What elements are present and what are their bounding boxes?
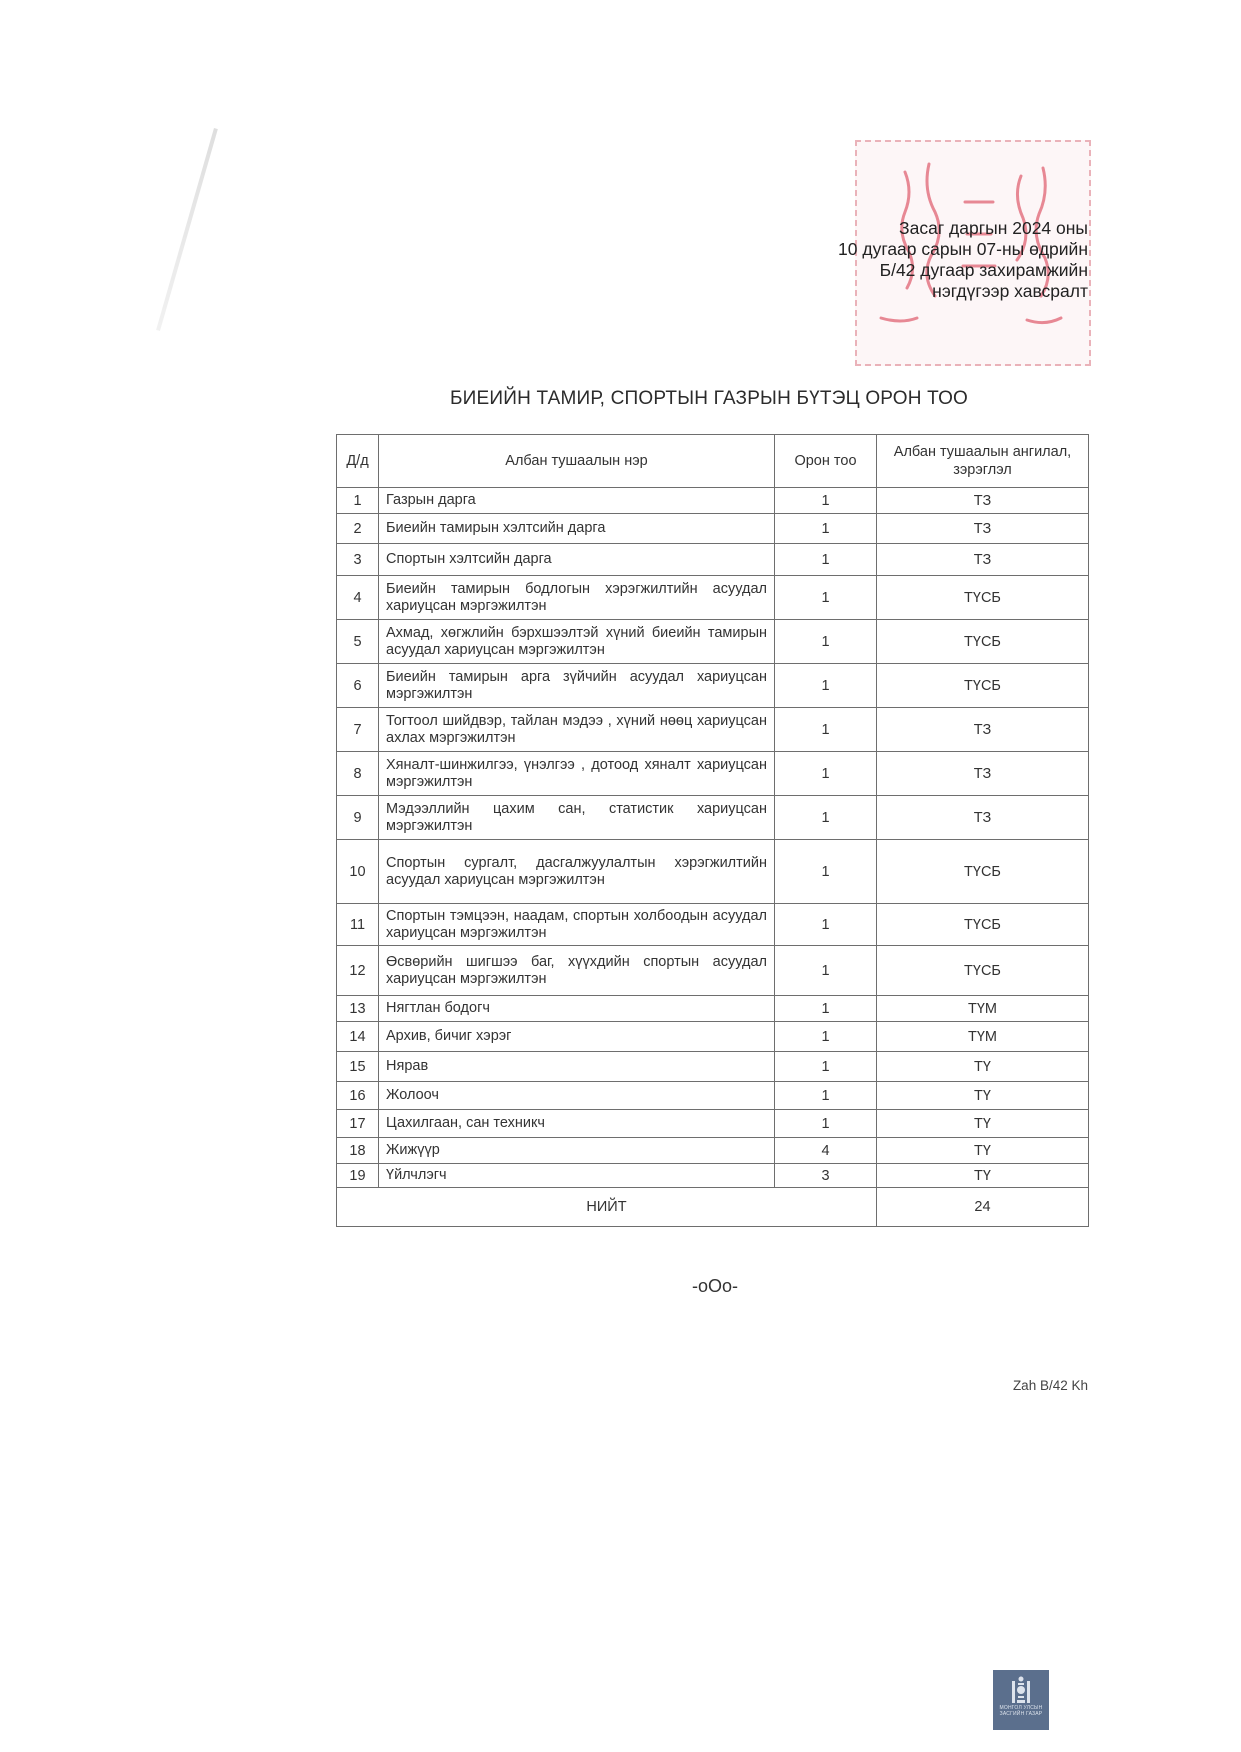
- header-note-line2: 10 дугаар сарын 07-ны өдрийн: [838, 239, 1088, 259]
- row-position: Үйлчлэгч: [379, 1164, 775, 1188]
- table-row: [337, 514, 1089, 544]
- row-num: 19: [337, 1164, 379, 1188]
- header-note-line1: Засаг даргын 2024 оны: [899, 218, 1088, 238]
- row-count: 1: [775, 796, 877, 840]
- row-num: 2: [337, 514, 379, 544]
- reference-code: Zah B/42 Kh: [1012, 1378, 1088, 1393]
- row-num: 8: [337, 752, 379, 796]
- row-count: 1: [775, 904, 877, 946]
- row-grade: ТҮСБ: [877, 664, 1089, 708]
- table-row: [337, 488, 1089, 514]
- row-position: Газрын дарга: [379, 488, 775, 514]
- staff-structure-table: [336, 434, 1089, 1227]
- table-row: [337, 796, 1089, 840]
- row-num: 15: [337, 1052, 379, 1082]
- table-row: [337, 946, 1089, 996]
- table-row: [337, 620, 1089, 664]
- row-position: Тогтоол шийдвэр, тайлан мэдээ , хүний нөөц хариуцсан ахлах мэргэжилтэн: [379, 708, 775, 752]
- row-count: 1: [775, 996, 877, 1022]
- row-grade: ТЗ: [877, 708, 1089, 752]
- row-position: Ахмад, хөгжлийн бэрхшээлтэй хүний биеийн тамирын асуудал хариуцсан мэргэжилтэн: [379, 620, 775, 664]
- row-count: 3: [775, 1164, 877, 1188]
- document-title: БИЕИЙН ТАМИР, СПОРТЫН ГАЗРЫН БҮТЭЦ ОРОН ТОО: [449, 388, 969, 409]
- table-row: [337, 996, 1089, 1022]
- row-position: Жолооч: [379, 1082, 775, 1110]
- row-grade: ТҮСБ: [877, 620, 1089, 664]
- row-position: Мэдээллийн цахим сан, статистик хариуцсан мэргэжилтэн: [379, 796, 775, 840]
- row-count: 1: [775, 620, 877, 664]
- row-grade: ТҮСБ: [877, 576, 1089, 620]
- table-total-row: [337, 1188, 1089, 1227]
- closing-mark: -oOo-: [691, 1276, 738, 1296]
- row-grade: ТҮ: [877, 1138, 1089, 1164]
- row-grade: ТҮМ: [877, 1022, 1089, 1052]
- row-num: 3: [337, 544, 379, 576]
- table-row: [337, 1138, 1089, 1164]
- row-position: Архив, бичиг хэрэг: [379, 1022, 775, 1052]
- row-num: 16: [337, 1082, 379, 1110]
- total-label: НИЙТ: [337, 1188, 877, 1227]
- row-grade: ТҮ: [877, 1164, 1089, 1188]
- row-grade: ТҮМ: [877, 996, 1089, 1022]
- government-logo: [993, 1670, 1049, 1730]
- row-count: 1: [775, 1082, 877, 1110]
- row-grade: ТЗ: [877, 796, 1089, 840]
- row-position: Хяналт-шинжилгээ, үнэлгээ , дотоод хяналт хариуцсан мэргэжилтэн: [379, 752, 775, 796]
- logo-text: МОНГОЛ УЛСЫН ЗАСГИЙН ГАЗАР: [999, 1705, 1043, 1717]
- row-grade: ТҮ: [877, 1082, 1089, 1110]
- row-count: 1: [775, 514, 877, 544]
- row-grade: ТЗ: [877, 514, 1089, 544]
- row-position: Жижүүр: [379, 1138, 775, 1164]
- row-grade: ТЗ: [877, 752, 1089, 796]
- row-num: 5: [337, 620, 379, 664]
- row-num: 12: [337, 946, 379, 996]
- row-position: Биеийн тамирын хэлтсийн дарга: [379, 514, 775, 544]
- row-num: 9: [337, 796, 379, 840]
- soyombo-emblem-icon: [1010, 1675, 1032, 1705]
- table-row: [337, 840, 1089, 904]
- header-position: Албан тушаалын нэр: [379, 435, 775, 488]
- row-position: Биеийн тамирын арга зүйчийн асуудал хариуцсан мэргэжилтэн: [379, 664, 775, 708]
- header-grade: Албан тушаалын ангилал, зэрэглэл: [877, 435, 1089, 488]
- table-row: [337, 904, 1089, 946]
- row-num: 17: [337, 1110, 379, 1138]
- table-header-row: [337, 435, 1089, 488]
- row-count: 1: [775, 576, 877, 620]
- row-num: 13: [337, 996, 379, 1022]
- row-count: 4: [775, 1138, 877, 1164]
- row-num: 1: [337, 488, 379, 514]
- table-row: [337, 1082, 1089, 1110]
- row-position: Цахилгаан, сан техникч: [379, 1110, 775, 1138]
- header-note-line4: нэгдүгээр хавсралт: [932, 281, 1088, 301]
- row-grade: ТЗ: [877, 488, 1089, 514]
- row-count: 1: [775, 840, 877, 904]
- row-num: 4: [337, 576, 379, 620]
- row-grade: ТҮСБ: [877, 904, 1089, 946]
- table-row: [337, 752, 1089, 796]
- row-num: 18: [337, 1138, 379, 1164]
- row-position: Нягтлан бодогч: [379, 996, 775, 1022]
- header-count: Орон тоо: [775, 435, 877, 488]
- table-row: [337, 576, 1089, 620]
- row-position: Биеийн тамирын бодлогын хэрэгжилтийн асуудал хариуцсан мэргэжилтэн: [379, 576, 775, 620]
- row-count: 1: [775, 752, 877, 796]
- table-row: [337, 1022, 1089, 1052]
- row-num: 6: [337, 664, 379, 708]
- row-num: 10: [337, 840, 379, 904]
- row-count: 1: [775, 544, 877, 576]
- row-grade: ТҮ: [877, 1110, 1089, 1138]
- row-count: 1: [775, 664, 877, 708]
- row-position: Өсвөрийн шигшээ баг, хүүхдийн спортын асуудал хариуцсан мэргэжилтэн: [379, 946, 775, 996]
- table-row: [337, 1110, 1089, 1138]
- table-row: [337, 664, 1089, 708]
- total-value: 24: [877, 1188, 1089, 1227]
- row-position: Нярав: [379, 1052, 775, 1082]
- row-grade: ТЗ: [877, 544, 1089, 576]
- row-count: 1: [775, 1022, 877, 1052]
- header-num: Д/д: [337, 435, 379, 488]
- row-count: 1: [775, 708, 877, 752]
- row-count: 1: [775, 488, 877, 514]
- row-num: 11: [337, 904, 379, 946]
- row-num: 7: [337, 708, 379, 752]
- decree-annex-note: [758, 218, 1088, 302]
- row-num: 14: [337, 1022, 379, 1052]
- row-count: 1: [775, 946, 877, 996]
- header-note-line3: Б/42 дугаар захирамжийн: [879, 260, 1088, 280]
- table-row: [337, 708, 1089, 752]
- table-row: [337, 544, 1089, 576]
- row-grade: ТҮ: [877, 1052, 1089, 1082]
- row-position: Спортын сургалт, дасгалжуулалтын хэрэгжилтийн асуудал хариуцсан мэргэжилтэн: [379, 840, 775, 904]
- row-count: 1: [775, 1110, 877, 1138]
- row-grade: ТҮСБ: [877, 840, 1089, 904]
- row-count: 1: [775, 1052, 877, 1082]
- row-position: Спортын тэмцээн, наадам, спортын холбоодын асуудал хариуцсан мэргэжилтэн: [379, 904, 775, 946]
- table-row: [337, 1052, 1089, 1082]
- row-position: Спортын хэлтсийн дарга: [379, 544, 775, 576]
- row-grade: ТҮСБ: [877, 946, 1089, 996]
- pen-scribble-mark: [156, 128, 218, 331]
- table-row: [337, 1164, 1089, 1188]
